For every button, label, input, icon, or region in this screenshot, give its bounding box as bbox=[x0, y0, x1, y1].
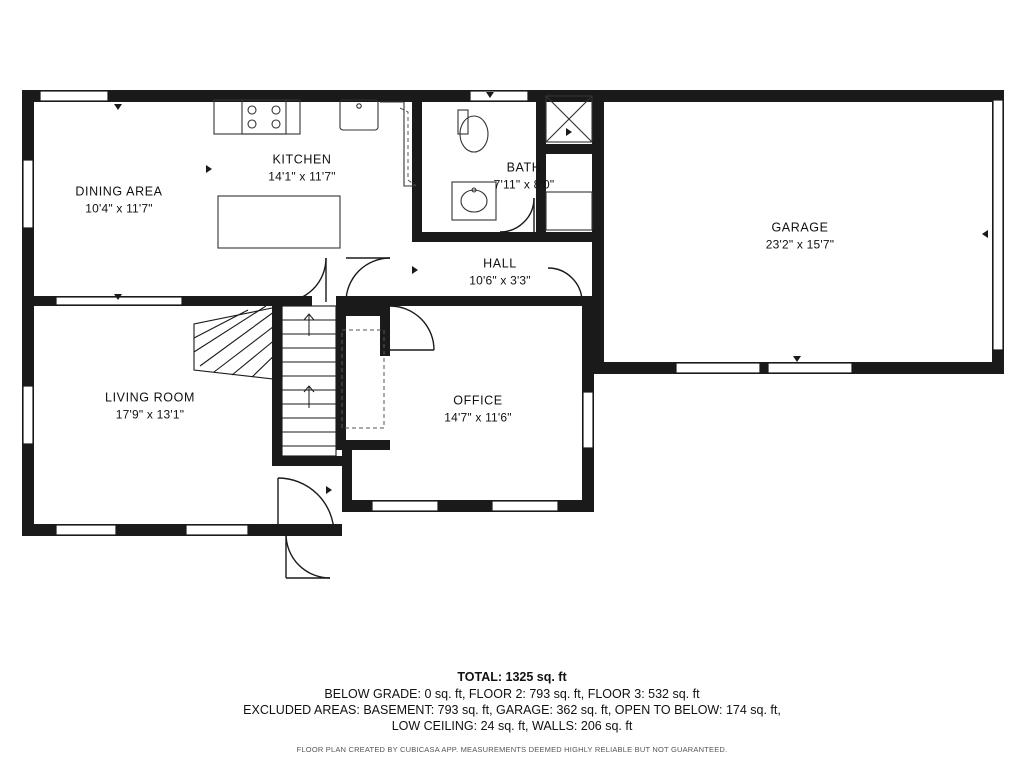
door-group bbox=[278, 198, 582, 578]
room-label-living-room bbox=[105, 389, 195, 422]
room-label-garage bbox=[766, 219, 834, 252]
view-marker-8 bbox=[326, 486, 332, 494]
room-name: GARAGE bbox=[771, 220, 829, 235]
door-living-exterior-2 bbox=[286, 534, 330, 578]
view-marker-5 bbox=[982, 230, 988, 238]
window-left-living bbox=[23, 386, 33, 444]
cooktop-burner-4 bbox=[272, 120, 280, 128]
room-name: HALL bbox=[483, 256, 517, 271]
window-bottom-office-1 bbox=[372, 501, 438, 511]
stair-winder-6 bbox=[194, 310, 248, 338]
dashed-detail-group bbox=[342, 108, 416, 428]
wall-bath-left bbox=[412, 90, 422, 242]
disclaimer: FLOOR PLAN CREATED BY CUBICASA APP. MEASUREMENTS DEEMED HIGHLY RELIABLE BUT NOT GUARANTEED. bbox=[296, 745, 728, 754]
staircase bbox=[194, 306, 336, 456]
stair-winder-1 bbox=[200, 306, 282, 366]
room-label-dining bbox=[75, 183, 162, 216]
window-garage-door-2 bbox=[768, 363, 852, 373]
wall-stair-right bbox=[336, 306, 346, 450]
window-bottom-living-1 bbox=[56, 525, 116, 535]
room-dims: 23'2" x 15'7" bbox=[765, 237, 835, 252]
room-name: LIVING ROOM bbox=[105, 390, 195, 405]
view-marker-9 bbox=[566, 128, 572, 136]
wall-office-left bbox=[342, 440, 352, 512]
room-dims: 10'6" x 3'3" bbox=[469, 273, 531, 288]
dining-table bbox=[218, 196, 340, 248]
view-marker-1 bbox=[114, 104, 122, 110]
window-left-dining bbox=[23, 160, 33, 228]
view-marker-6 bbox=[793, 356, 801, 362]
wall-stair-bottom-left bbox=[272, 456, 342, 466]
wall-bath-bottom bbox=[412, 232, 594, 242]
stair-arrow-up-2 bbox=[304, 386, 314, 408]
kitchen-cooktop bbox=[242, 100, 286, 134]
window-garage-right bbox=[993, 100, 1003, 350]
floor-breakdown: BELOW GRADE: 0 sq. ft, FLOOR 2: 793 sq. ft, FLOOR 3: 532 sq. ft bbox=[324, 687, 700, 701]
room-name: OFFICE bbox=[453, 393, 503, 408]
room-label-bath bbox=[494, 159, 555, 192]
window-top-kitchen bbox=[470, 91, 528, 101]
kitchen-counter-edge bbox=[380, 102, 414, 186]
excluded-areas-line-2: LOW CEILING: 24 sq. ft, WALLS: 206 sq. ft bbox=[391, 719, 633, 733]
door-bath bbox=[500, 198, 534, 232]
room-name: KITCHEN bbox=[272, 152, 332, 167]
kitchen-sink bbox=[340, 100, 378, 130]
door-hall-kitchen bbox=[346, 258, 390, 302]
room-label-office bbox=[444, 392, 512, 425]
room-dims: 14'7" x 11'6" bbox=[444, 410, 512, 425]
view-marker-2 bbox=[206, 165, 212, 173]
wall-mid-horizontal-right bbox=[336, 296, 594, 306]
kitchen-faucet bbox=[357, 104, 361, 108]
window-right-office bbox=[583, 392, 593, 448]
room-name: DINING AREA bbox=[75, 184, 163, 199]
excluded-areas-line-1: EXCLUDED AREAS: BASEMENT: 793 sq. ft, GARAGE: 362 sq. ft, OPEN TO BELOW: 174 sq. ft, bbox=[243, 703, 781, 717]
room-dims: 17'9" x 13'1" bbox=[115, 407, 185, 422]
stair-arrow-up-1 bbox=[304, 314, 314, 336]
wall-stair-upper-jamb bbox=[380, 306, 390, 356]
window-bottom-office-2 bbox=[492, 501, 558, 511]
window-top-dining bbox=[40, 91, 108, 101]
window-bottom-living-2 bbox=[186, 525, 248, 535]
stair-winder-5 bbox=[194, 306, 266, 352]
cooktop-burner-2 bbox=[272, 106, 280, 114]
room-dims: 10'4" x 11'7" bbox=[85, 201, 153, 216]
wall-stair-left bbox=[272, 306, 282, 466]
room-dims: 14'1" x 11'7" bbox=[268, 169, 336, 184]
kitchen-cabinet-run bbox=[214, 100, 300, 134]
view-marker-3 bbox=[412, 266, 418, 274]
stair-winder-2 bbox=[214, 320, 282, 372]
area-summary bbox=[0, 670, 1024, 754]
window-group bbox=[23, 91, 1003, 535]
door-hall-office bbox=[390, 306, 434, 350]
room-label-kitchen bbox=[268, 151, 336, 184]
cooktop-burner-1 bbox=[248, 106, 256, 114]
bath-sink-basin bbox=[461, 190, 487, 212]
room-name: BATH bbox=[506, 160, 542, 175]
wall-group bbox=[22, 90, 1004, 536]
cooktop-burner-3 bbox=[248, 120, 256, 128]
bath-tub bbox=[546, 192, 592, 230]
window-garage-door-1 bbox=[676, 363, 760, 373]
total-area: TOTAL: 1325 sq. ft bbox=[457, 670, 567, 684]
wall-bath-top-div bbox=[546, 144, 594, 154]
dashed-under-stair bbox=[342, 330, 384, 428]
room-dims: 7'11" x 8'0" bbox=[493, 177, 555, 192]
wall-bath-right-upper bbox=[536, 90, 546, 152]
door-dining-stairs bbox=[282, 258, 326, 302]
room-label-hall bbox=[469, 255, 531, 288]
